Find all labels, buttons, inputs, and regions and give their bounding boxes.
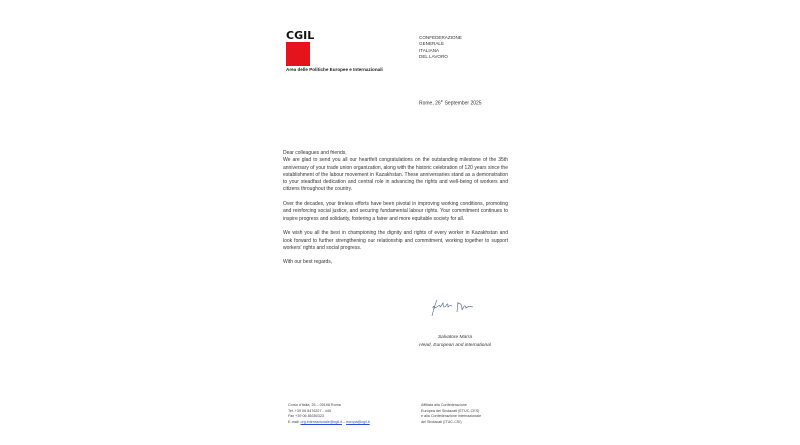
closing: With our best regards, (283, 259, 333, 266)
paragraph: We wish you all the best in championing the dignity and rights of every worker in Kazakhstan and look forward to further strengthening our relationship and commitment, working together to support workers' rights and social progress. (283, 230, 508, 251)
organization-line: CONFEDERAZIONE (419, 35, 462, 40)
handwritten-signature (428, 298, 478, 320)
logo-text: CGIL (286, 29, 315, 42)
footer-contact (288, 403, 370, 425)
organization-name (419, 35, 462, 60)
email-link-international[interactable]: org.internazionale@cgil.it (300, 419, 342, 424)
signer-name: Salvatore Marra (437, 335, 473, 340)
organization-line: ITALIANA (419, 47, 440, 53)
paragraph: Over the decades, your tireless efforts have been pivotal in improving working conditions, promoting and reinforcing social justice, and securing fundamental labour rights. Your commitment continues to inspire progress and solidarity, fostering a fairer and more equitable society for all. (283, 201, 508, 222)
affiliation-line: Europea dei Sindacati (ETUC-CES) (421, 408, 480, 413)
logo-red-square (286, 42, 310, 66)
organization-line: GENERALE (419, 41, 445, 47)
email-separator: – (341, 419, 347, 424)
date-ordinal: th (440, 99, 444, 103)
signer-block (400, 334, 510, 349)
date-rest: September 2025 (443, 100, 482, 107)
salutation: Dear colleagues and friends, (283, 150, 347, 156)
footer-affiliation (421, 403, 481, 425)
footer-address: Corso d'Italia, 25 – 00198 Roma (288, 403, 341, 407)
letter-date (419, 99, 482, 107)
date-prefix: Rome, 26 (419, 100, 441, 107)
footer-tel: Tel. +39 06 8476327 - 449 (288, 408, 331, 413)
affiliation-line: e alla Confederazione Internazionale (421, 414, 482, 419)
affiliation-line: dei Sindacati (ITUC-CSI) (421, 419, 462, 424)
paragraph: We are glad to send you all our heartfelt congratulations on the outstanding milestone of the 35th anniversary of your trade union organization, along with the historic celebration of 120 years since the establishment of the labour movement in Kazakhstan. These anniversaries stand as a demonstration to your steadfast dedication and central role in advancing the rights and well-being of workers and citizens throughout the country. (283, 157, 508, 193)
email-label: E-mail: (288, 419, 301, 424)
signer-title: Head, European and international (419, 342, 491, 348)
footer-fax: Fax +39 06 85350323 (288, 414, 324, 419)
email-link-europa[interactable]: europa@cgil.it (346, 419, 370, 424)
letter-body (283, 150, 508, 274)
organization-line: DEL LAVORO (419, 53, 448, 59)
cgil-logo (286, 30, 314, 66)
footer-email (288, 420, 370, 426)
department-name: Area delle Politiche Europee e Internazionali (286, 67, 383, 72)
affiliation-line: Affiliata alla Confederazione (421, 403, 467, 407)
